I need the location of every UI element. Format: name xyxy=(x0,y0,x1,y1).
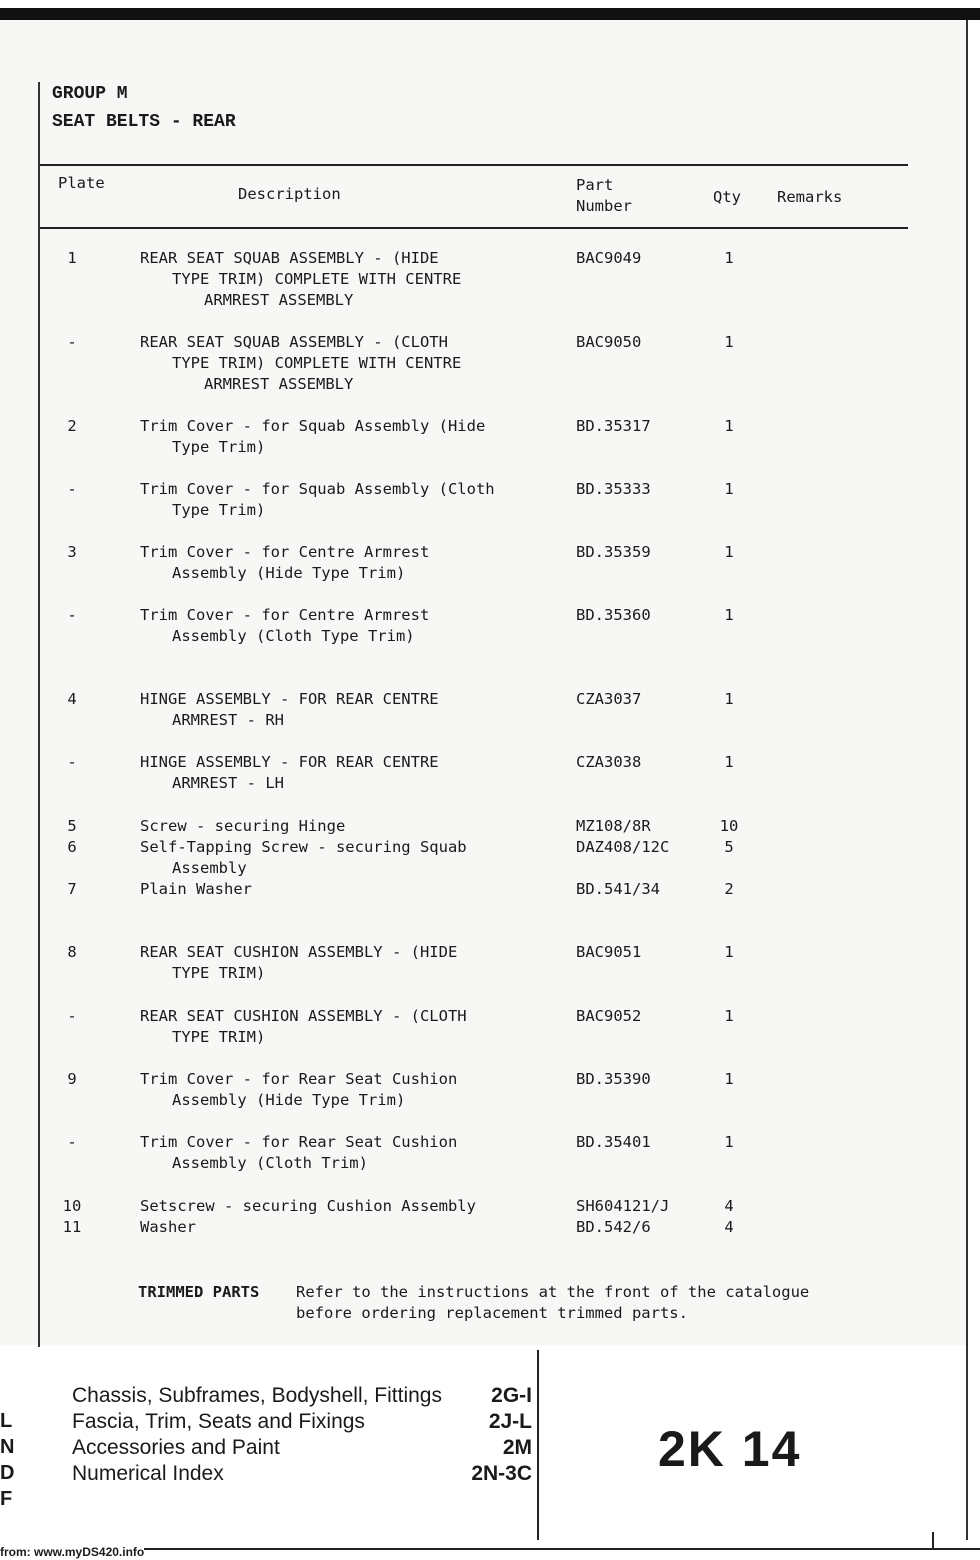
part-number: BD.35333 xyxy=(576,480,651,498)
trimmed-label: TRIMMED PARTS xyxy=(138,1283,260,1301)
description-line: Trim Cover - for Centre Armrest xyxy=(140,543,430,561)
description-line: Washer xyxy=(140,1218,196,1236)
quantity: 1 xyxy=(724,249,734,267)
part-number: BD.35317 xyxy=(576,417,651,435)
description-line: TYPE TRIM) xyxy=(172,964,266,982)
part-number: DAZ408/12C xyxy=(576,838,670,856)
part-number: BD.541/34 xyxy=(576,880,660,898)
quantity: 1 xyxy=(724,1133,734,1151)
index-code: 2M xyxy=(502,1436,532,1459)
part-description xyxy=(140,816,345,837)
quantity: 2 xyxy=(724,880,734,898)
group-title: GROUP M xyxy=(52,84,128,104)
part-description xyxy=(140,542,429,584)
part-number: BD.35359 xyxy=(576,543,651,561)
index-label: Accessories and Paint xyxy=(72,1436,280,1459)
part-description xyxy=(140,1069,457,1111)
description-line: Trim Cover - for Rear Seat Cushion xyxy=(140,1070,458,1088)
part-number: BD.35360 xyxy=(576,606,651,624)
description-line: REAR SEAT CUSHION ASSEMBLY - (HIDE xyxy=(140,943,458,961)
part-description xyxy=(140,1132,457,1174)
description-line: Trim Cover - for Rear Seat Cushion xyxy=(140,1133,458,1151)
description-line: Assembly (Cloth Type Trim) xyxy=(172,627,415,645)
description-line: Setscrew - securing Cushion Assembly xyxy=(140,1197,476,1215)
bottom-rule xyxy=(0,1548,980,1550)
part-number: CZA3037 xyxy=(576,690,642,708)
index-code: 2G-I xyxy=(491,1384,532,1407)
plate-number: - xyxy=(67,753,77,771)
description-line: Screw - securing Hinge xyxy=(140,817,346,835)
header-rule-top xyxy=(40,164,908,166)
plate-number: - xyxy=(67,1133,77,1151)
description-line: Assembly (Hide Type Trim) xyxy=(172,1091,406,1109)
part-description xyxy=(140,942,457,984)
part-number: MZ108/8R xyxy=(576,817,651,835)
col-qty: Qty xyxy=(713,188,741,206)
plate-number: 4 xyxy=(67,690,77,708)
part-description xyxy=(140,1196,476,1217)
fiche-code: 2K 14 xyxy=(658,1421,802,1477)
part-number: BD.542/6 xyxy=(576,1218,651,1236)
quantity: 10 xyxy=(719,817,739,835)
quantity: 4 xyxy=(724,1218,734,1236)
description-line: ARMREST - LH xyxy=(172,774,284,792)
description-line: Trim Cover - for Squab Assembly (Hide xyxy=(140,417,486,435)
description-line: HINGE ASSEMBLY - FOR REAR CENTRE xyxy=(140,753,439,771)
header-rule-bottom xyxy=(40,227,908,229)
quantity: 1 xyxy=(724,690,734,708)
quantity: 1 xyxy=(724,543,734,561)
quantity: 1 xyxy=(724,417,734,435)
footer-divider xyxy=(537,1350,539,1540)
scan-top-border xyxy=(0,8,980,20)
plate-number: - xyxy=(67,1007,77,1025)
description-line: Assembly xyxy=(172,859,247,877)
description-line: TYPE TRIM) COMPLETE WITH CENTRE xyxy=(172,270,462,288)
plate-number: 5 xyxy=(67,817,77,835)
col-part-line1: Part xyxy=(576,176,614,194)
quantity: 1 xyxy=(724,753,734,771)
description-line: ARMREST - RH xyxy=(172,711,284,729)
index-row xyxy=(72,1410,532,1436)
part-number: BAC9052 xyxy=(576,1007,642,1025)
quantity: 1 xyxy=(724,480,734,498)
description-line: TYPE TRIM) COMPLETE WITH CENTRE xyxy=(172,354,462,372)
edge-letter: N xyxy=(0,1436,15,1458)
quantity: 1 xyxy=(724,1007,734,1025)
margin-line xyxy=(38,82,40,1347)
description-line: Plain Washer xyxy=(140,880,252,898)
corner-mark xyxy=(932,1532,934,1548)
plate-number: - xyxy=(67,606,77,624)
part-description xyxy=(140,416,485,458)
part-description xyxy=(140,1217,196,1238)
part-number: BAC9050 xyxy=(576,333,642,351)
fiche-index xyxy=(72,1384,532,1488)
plate-number: 9 xyxy=(67,1070,77,1088)
edge-letters xyxy=(0,1408,14,1512)
part-number: BD.35401 xyxy=(576,1133,651,1151)
description-line: Type Trim) xyxy=(172,501,266,519)
plate-number: 7 xyxy=(67,880,77,898)
col-part-number xyxy=(576,175,632,217)
part-number: BAC9049 xyxy=(576,249,642,267)
index-label: Numerical Index xyxy=(72,1462,224,1485)
plate-number: 2 xyxy=(67,417,77,435)
edge-letter: F xyxy=(0,1488,13,1510)
col-description: Description xyxy=(238,185,341,203)
plate-number: 8 xyxy=(67,943,77,961)
plate-number: 6 xyxy=(67,838,77,856)
part-description xyxy=(140,479,495,521)
edge-letter: D xyxy=(0,1462,15,1484)
plate-number: - xyxy=(67,480,77,498)
index-code: 2N-3C xyxy=(471,1462,532,1485)
description-line: ARMREST ASSEMBLY xyxy=(204,291,354,309)
part-description xyxy=(140,248,461,311)
plate-number: 3 xyxy=(67,543,77,561)
trimmed-line1: Refer to the instructions at the front of the catalogue xyxy=(296,1283,810,1301)
quantity: 1 xyxy=(724,606,734,624)
description-line: TYPE TRIM) xyxy=(172,1028,266,1046)
description-line: Assembly (Hide Type Trim) xyxy=(172,564,406,582)
quantity: 4 xyxy=(724,1197,734,1215)
group-heading xyxy=(52,80,236,136)
quantity: 1 xyxy=(724,943,734,961)
description-line: Trim Cover - for Centre Armrest xyxy=(140,606,430,624)
index-row xyxy=(72,1436,532,1462)
quantity: 1 xyxy=(724,1070,734,1088)
part-number: BD.35390 xyxy=(576,1070,651,1088)
col-plate: Plate xyxy=(58,174,105,192)
index-row xyxy=(72,1462,532,1488)
quantity: 5 xyxy=(724,838,734,856)
scan-right-border xyxy=(966,20,968,1540)
description-line: REAR SEAT CUSHION ASSEMBLY - (CLOTH xyxy=(140,1007,467,1025)
description-line: Self-Tapping Screw - securing Squab xyxy=(140,838,467,856)
part-description xyxy=(140,605,429,647)
section-title: SEAT BELTS - REAR xyxy=(52,112,236,132)
description-line: REAR SEAT SQUAB ASSEMBLY - (HIDE xyxy=(140,249,439,267)
part-number: CZA3038 xyxy=(576,753,642,771)
plate-number: - xyxy=(67,333,77,351)
plate-number: 10 xyxy=(62,1197,82,1215)
part-number: BAC9051 xyxy=(576,943,642,961)
description-line: Type Trim) xyxy=(172,438,266,456)
description-line: REAR SEAT SQUAB ASSEMBLY - (CLOTH xyxy=(140,333,448,351)
part-number: SH604121/J xyxy=(576,1197,670,1215)
index-label: Fascia, Trim, Seats and Fixings xyxy=(72,1410,365,1433)
part-description xyxy=(140,689,439,731)
index-code: 2J-L xyxy=(488,1410,532,1433)
plate-number: 1 xyxy=(67,249,77,267)
source-credit: from: www.myDS420.info xyxy=(0,1545,145,1559)
plate-number: 11 xyxy=(62,1218,82,1236)
index-label: Chassis, Subframes, Bodyshell, Fittings xyxy=(72,1384,442,1407)
part-description xyxy=(140,332,461,395)
part-description xyxy=(140,1006,467,1048)
description-line: ARMREST ASSEMBLY xyxy=(204,375,354,393)
col-remarks: Remarks xyxy=(777,188,843,206)
col-part-line2: Number xyxy=(576,197,632,215)
part-description xyxy=(140,837,467,879)
description-line: HINGE ASSEMBLY - FOR REAR CENTRE xyxy=(140,690,439,708)
edge-letter: L xyxy=(0,1410,13,1432)
index-row xyxy=(72,1384,532,1410)
part-description xyxy=(140,752,439,794)
description-line: Assembly (Cloth Trim) xyxy=(172,1154,368,1172)
part-description xyxy=(140,879,252,900)
description-line: Trim Cover - for Squab Assembly (Cloth xyxy=(140,480,495,498)
quantity: 1 xyxy=(724,333,734,351)
trimmed-line2: before ordering replacement trimmed parts. xyxy=(296,1304,688,1322)
